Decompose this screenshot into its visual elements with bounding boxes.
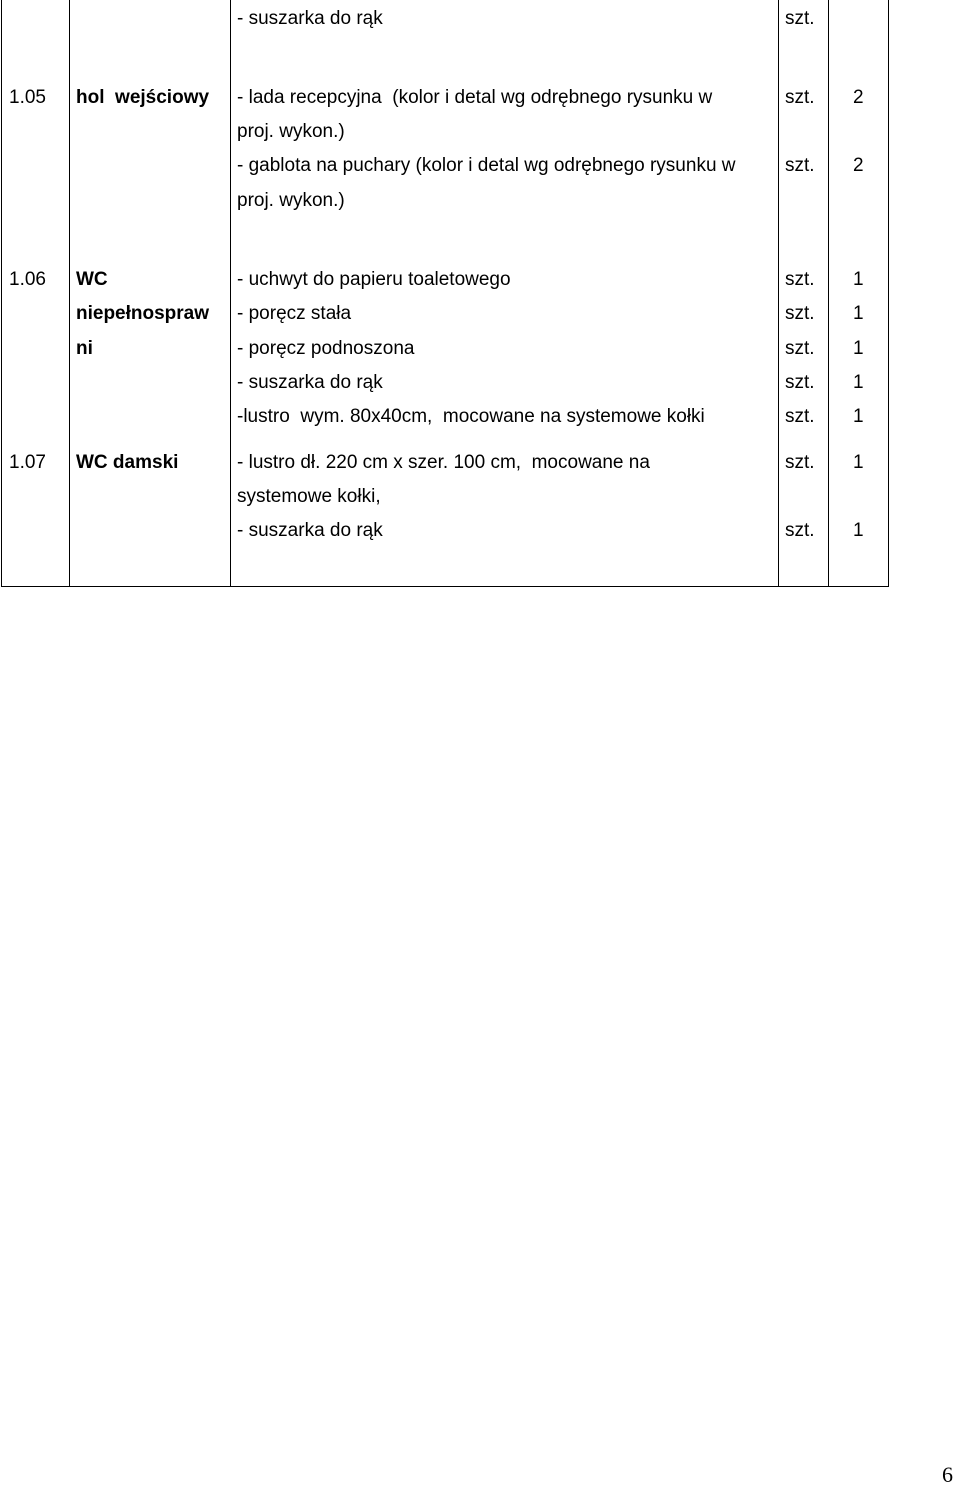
item-description: proj. wykon.) [237, 190, 345, 211]
table-border-left [1, 0, 2, 587]
item-quantity: 1 [853, 406, 864, 427]
table-column-divider [230, 0, 231, 587]
item-description: - poręcz stała [237, 303, 352, 324]
item-description: - lada recepcyjna (kolor i detal wg odrębnego rysunku w [237, 87, 713, 108]
item-description: - poręcz podnoszona [237, 338, 415, 359]
room-number: 1.07 [9, 452, 46, 473]
item-description: proj. wykon.) [237, 121, 345, 142]
room-number: 1.06 [9, 269, 46, 290]
item-unit: szt. [785, 155, 815, 176]
item-description: - suszarka do rąk [237, 8, 383, 29]
item-unit: szt. [785, 8, 815, 29]
room-number: 1.05 [9, 87, 46, 108]
item-quantity: 1 [853, 269, 864, 290]
page-number: 6 [942, 1462, 953, 1487]
item-quantity: 1 [853, 372, 864, 393]
item-description: - suszarka do rąk [237, 520, 383, 541]
item-unit: szt. [785, 303, 815, 324]
item-description: - lustro dł. 220 cm x szer. 100 cm, mocowane na [237, 452, 650, 473]
item-description: - uchwyt do papieru toaletowego [237, 269, 511, 290]
room-name: WC [76, 269, 108, 290]
room-name: ni [76, 338, 93, 359]
item-unit: szt. [785, 520, 815, 541]
table-column-divider [69, 0, 70, 587]
room-name: WC damski [76, 452, 179, 473]
table-border-right [888, 0, 889, 587]
room-name: hol wejściowy [76, 87, 210, 108]
item-quantity: 1 [853, 338, 864, 359]
item-unit: szt. [785, 269, 815, 290]
table-border-bottom [1, 586, 889, 587]
item-unit: szt. [785, 338, 815, 359]
item-description: - suszarka do rąk [237, 372, 383, 393]
table-column-divider [778, 0, 779, 587]
item-quantity: 1 [853, 303, 864, 324]
item-description: - gablota na puchary (kolor i detal wg odrębnego rysunku w [237, 155, 736, 176]
item-unit: szt. [785, 372, 815, 393]
item-description: -lustro wym. 80x40cm, mocowane na systemowe kołki [237, 406, 705, 427]
item-unit: szt. [785, 452, 815, 473]
table-column-divider [828, 0, 829, 587]
item-quantity: 2 [853, 87, 864, 108]
item-description: systemowe kołki, [237, 486, 381, 507]
item-quantity: 1 [853, 452, 864, 473]
item-unit: szt. [785, 406, 815, 427]
item-quantity: 1 [853, 520, 864, 541]
item-quantity: 2 [853, 155, 864, 176]
room-name: niepełnospraw [76, 303, 210, 324]
item-unit: szt. [785, 87, 815, 108]
